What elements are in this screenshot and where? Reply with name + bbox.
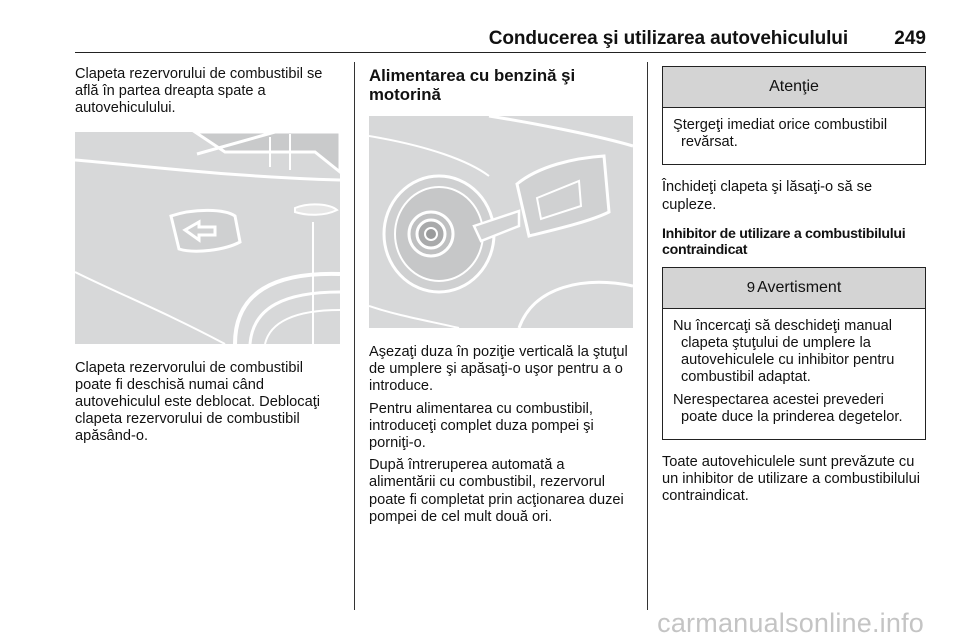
caution-text: Ştergeţi imediat orice combustibil revărsat. [673, 117, 888, 151]
fuel-flap-closed-drawing [75, 132, 340, 344]
paragraph-insert-nozzle: Aşezaţi duza în poziţie verticală la ştuţul de umplere şi apăsaţi-o uşor pentru a o introduce. [369, 344, 628, 395]
fuel-flap-open-illustration [369, 116, 633, 328]
section-heading: Alimentarea cu benzină şi motorină [369, 66, 576, 104]
column-left [75, 66, 340, 451]
warning-box [662, 267, 926, 440]
column-divider [647, 62, 648, 610]
fuel-flap-paragraph: Clapeta rezervorului de combustibil poate fi deschisă numai când autovehiculul este deblocat. Deblocaţi clapeta rezervorului de combustibil apăsând-o. [75, 359, 321, 445]
page-header [75, 26, 926, 53]
paragraph-inhibitor: Toate autovehiculele sunt prevăzute cu un inhibitor de utilizare a combustibilului contraindicat. [662, 454, 920, 505]
column-right [662, 66, 926, 511]
caution-title: Atenţie [663, 67, 925, 108]
intro-paragraph: Clapeta rezervorului de combustibil se află în partea dreapta spate a autovehiculului. [75, 66, 323, 117]
warning-text: Nerespectarea acestei prevederi poate duce la prinderea degetelor. [673, 391, 903, 425]
fuel-flap-closed-illustration [75, 132, 340, 344]
page-title: Conducerea şi utilizarea autovehiculului [488, 28, 848, 49]
column-middle [369, 66, 633, 531]
column-divider [354, 62, 355, 610]
paragraph-auto-shutoff: După întreruperea automată a alimentării cu combustibil, rezervorul poate fi completat prin acţionarea duzei pompei de cel mult două ori. [369, 457, 624, 525]
warning-title: Avertisment [757, 278, 842, 296]
warning-triangle-icon: 9 [746, 278, 756, 296]
watermark: carmanualsonline.info [657, 608, 924, 638]
paragraph-close-flap: Închideţi clapeta şi lăsaţi-o să se cupleze. [662, 179, 873, 213]
paragraph-start-fueling: Pentru alimentarea cu combustibil, introduceţi complet duza pompei şi porniţi-o. [369, 400, 594, 452]
warning-text: Nu încercaţi să deschideţi manual clapeta ştuţului de umplere la autovehiculele cu inhibitor pentru combustibil adaptat. [673, 317, 895, 386]
subsection-heading: Inhibitor de utilizare a combustibilului contraindicat [662, 225, 906, 259]
caution-box [662, 66, 926, 165]
page-number: 249 [894, 28, 926, 49]
fuel-flap-open-drawing [369, 116, 633, 328]
warning-header [663, 268, 925, 309]
